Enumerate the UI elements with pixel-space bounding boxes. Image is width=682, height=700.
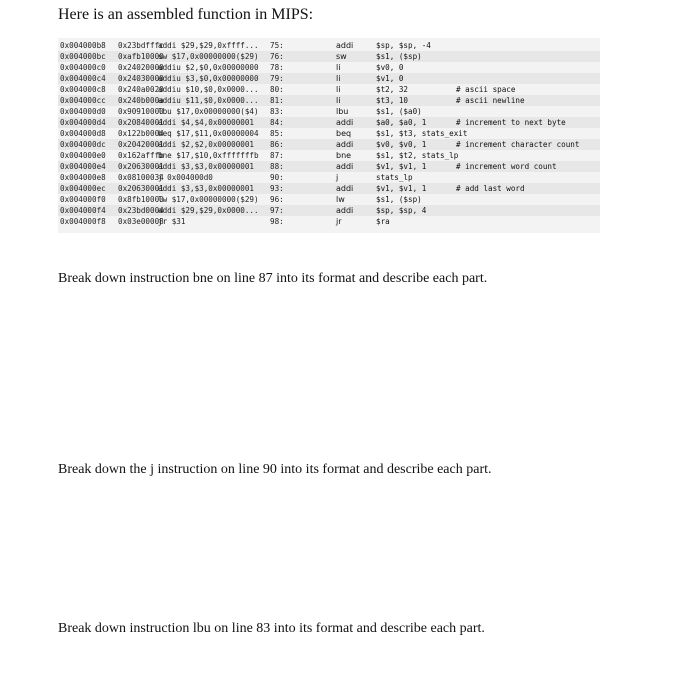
address: 0x004000e8 [60, 173, 106, 182]
machine-code: 0x20840001 [118, 118, 164, 127]
address: 0x004000cc [60, 96, 106, 105]
machine-code: 0x240b000a [118, 96, 164, 105]
basic-instruction: addi $29,$29,0xffff... [158, 41, 259, 50]
operands: $t2, 32 [376, 85, 409, 94]
mnemonic: sw [336, 52, 347, 61]
mnemonic: addi [336, 162, 354, 171]
mnemonic: addi [336, 118, 354, 127]
line-number: 75: [270, 41, 284, 50]
mnemonic: addi [336, 184, 354, 193]
code-row [58, 216, 600, 227]
mnemonic: beq [336, 129, 352, 138]
mnemonic: addi [336, 41, 354, 50]
line-number: 78: [270, 63, 284, 72]
line-number: 80: [270, 85, 284, 94]
machine-code: 0x08100034 [118, 173, 164, 182]
operands: $s1, $t2, stats_lp [376, 151, 459, 160]
machine-code: 0x240a0020 [118, 85, 164, 94]
code-row [58, 84, 600, 95]
code-row [58, 62, 600, 73]
mnemonic: li [336, 63, 341, 72]
basic-instruction: bne $17,$10,0xfffffffb [158, 151, 259, 160]
line-number: 96: [270, 195, 284, 204]
code-row [58, 73, 600, 84]
address: 0x004000e4 [60, 162, 106, 171]
question-j: Break down the j instruction on line 90 into its format and describe each part. [58, 462, 492, 477]
basic-instruction: addiu $3,$0,0x00000000 [158, 74, 259, 83]
basic-instruction: jr $31 [158, 217, 186, 226]
code-row [58, 95, 600, 106]
address: 0x004000c4 [60, 74, 106, 83]
address: 0x004000f8 [60, 217, 106, 226]
operands: $ra [376, 217, 390, 226]
basic-instruction: addi $3,$3,0x00000001 [158, 184, 255, 193]
mnemonic: j [336, 173, 339, 182]
machine-code: 0x122b0004 [118, 129, 164, 138]
address: 0x004000ec [60, 184, 106, 193]
basic-instruction: addi $2,$2,0x00000001 [158, 140, 255, 149]
line-number: 76: [270, 52, 284, 61]
basic-instruction: addiu $2,$0,0x00000000 [158, 63, 259, 72]
basic-instruction: addiu $11,$0,0x0000... [158, 96, 259, 105]
operands: $v1, 0 [376, 74, 404, 83]
operands: $v1, $v1, 1 [376, 162, 427, 171]
address: 0x004000f0 [60, 195, 106, 204]
basic-instruction: lbu $17,0x00000000($4) [158, 107, 259, 116]
operands: $v1, $v1, 1 [376, 184, 427, 193]
code-listing [58, 38, 600, 233]
operands: stats_lp [376, 173, 413, 182]
line-number: 87: [270, 151, 284, 160]
mnemonic: lw [336, 195, 345, 204]
heading: Here is an assembled function in MIPS: [58, 6, 314, 23]
mnemonic: lbu [336, 107, 349, 116]
line-number: 98: [270, 217, 284, 226]
machine-code: 0xafb10000 [118, 52, 164, 61]
comment: # increment character count [456, 140, 580, 149]
address: 0x004000e0 [60, 151, 106, 160]
mnemonic: li [336, 74, 341, 83]
operands: $s1, ($a0) [376, 107, 422, 116]
line-number: 86: [270, 140, 284, 149]
code-row [58, 139, 600, 150]
code-row [58, 106, 600, 117]
machine-code: 0x24020000 [118, 63, 164, 72]
code-row [58, 194, 600, 205]
line-number: 93: [270, 184, 284, 193]
code-row [58, 128, 600, 139]
operands: $v0, $v0, 1 [376, 140, 427, 149]
basic-instruction: beq $17,$11,0x00000004 [158, 129, 259, 138]
code-row [58, 161, 600, 172]
address: 0x004000d0 [60, 107, 106, 116]
basic-instruction: sw $17,0x00000000($29) [158, 52, 259, 61]
operands: $s1, $t3, stats_exit [376, 129, 468, 138]
basic-instruction: addiu $10,$0,0x0000... [158, 85, 259, 94]
address: 0x004000bc [60, 52, 106, 61]
address: 0x004000d4 [60, 118, 106, 127]
line-number: 90: [270, 173, 284, 182]
question-bne: Break down instruction bne on line 87 into its format and describe each part. [58, 271, 488, 286]
code-row [58, 40, 600, 51]
line-number: 84: [270, 118, 284, 127]
address: 0x004000b8 [60, 41, 106, 50]
mnemonic: addi [336, 140, 354, 149]
machine-code: 0x162afffb [118, 151, 164, 160]
machine-code: 0x23bd0004 [118, 206, 164, 215]
address: 0x004000c0 [60, 63, 106, 72]
line-number: 83: [270, 107, 284, 116]
line-number: 79: [270, 74, 284, 83]
address: 0x004000c8 [60, 85, 106, 94]
code-row [58, 117, 600, 128]
mnemonic: li [336, 85, 341, 94]
line-number: 97: [270, 206, 284, 215]
mnemonic: bne [336, 151, 352, 160]
operands: $t3, 10 [376, 96, 409, 105]
basic-instruction: lw $17,0x00000000($29) [158, 195, 259, 204]
comment: # increment word count [456, 162, 557, 171]
line-number: 81: [270, 96, 284, 105]
address: 0x004000d8 [60, 129, 106, 138]
line-number: 88: [270, 162, 284, 171]
question-lbu: Break down instruction lbu on line 83 into its format and describe each part. [58, 621, 485, 636]
line-number: 85: [270, 129, 284, 138]
mnemonic: jr [336, 217, 342, 226]
machine-code: 0x20630001 [118, 184, 164, 193]
comment: # ascii newline [456, 96, 525, 105]
mnemonic: addi [336, 206, 354, 215]
basic-instruction: addi $3,$3,0x00000001 [158, 162, 255, 171]
comment: # ascii space [456, 85, 516, 94]
operands: $v0, 0 [376, 63, 404, 72]
machine-code: 0x23bdfffc [118, 41, 164, 50]
machine-code: 0x24030000 [118, 74, 164, 83]
address: 0x004000dc [60, 140, 106, 149]
machine-code: 0x20630001 [118, 162, 164, 171]
operands: $sp, $sp, 4 [376, 206, 427, 215]
address: 0x004000f4 [60, 206, 106, 215]
machine-code: 0x90910000 [118, 107, 164, 116]
code-row [58, 205, 600, 216]
code-row [58, 150, 600, 161]
basic-instruction: j 0x004000d0 [158, 173, 213, 182]
code-row [58, 183, 600, 194]
operands: $s1, ($sp) [376, 52, 422, 61]
basic-instruction: addi $4,$4,0x00000001 [158, 118, 255, 127]
basic-instruction: addi $29,$29,0x0000... [158, 206, 259, 215]
code-row [58, 51, 600, 62]
code-row [58, 172, 600, 183]
comment: # increment to next byte [456, 118, 566, 127]
machine-code: 0x20420001 [118, 140, 164, 149]
operands: $sp, $sp, -4 [376, 41, 431, 50]
operands: $a0, $a0, 1 [376, 118, 427, 127]
operands: $s1, ($sp) [376, 195, 422, 204]
comment: # add last word [456, 184, 525, 193]
machine-code: 0x8fb10000 [118, 195, 164, 204]
mnemonic: li [336, 96, 341, 105]
machine-code: 0x03e00008 [118, 217, 164, 226]
